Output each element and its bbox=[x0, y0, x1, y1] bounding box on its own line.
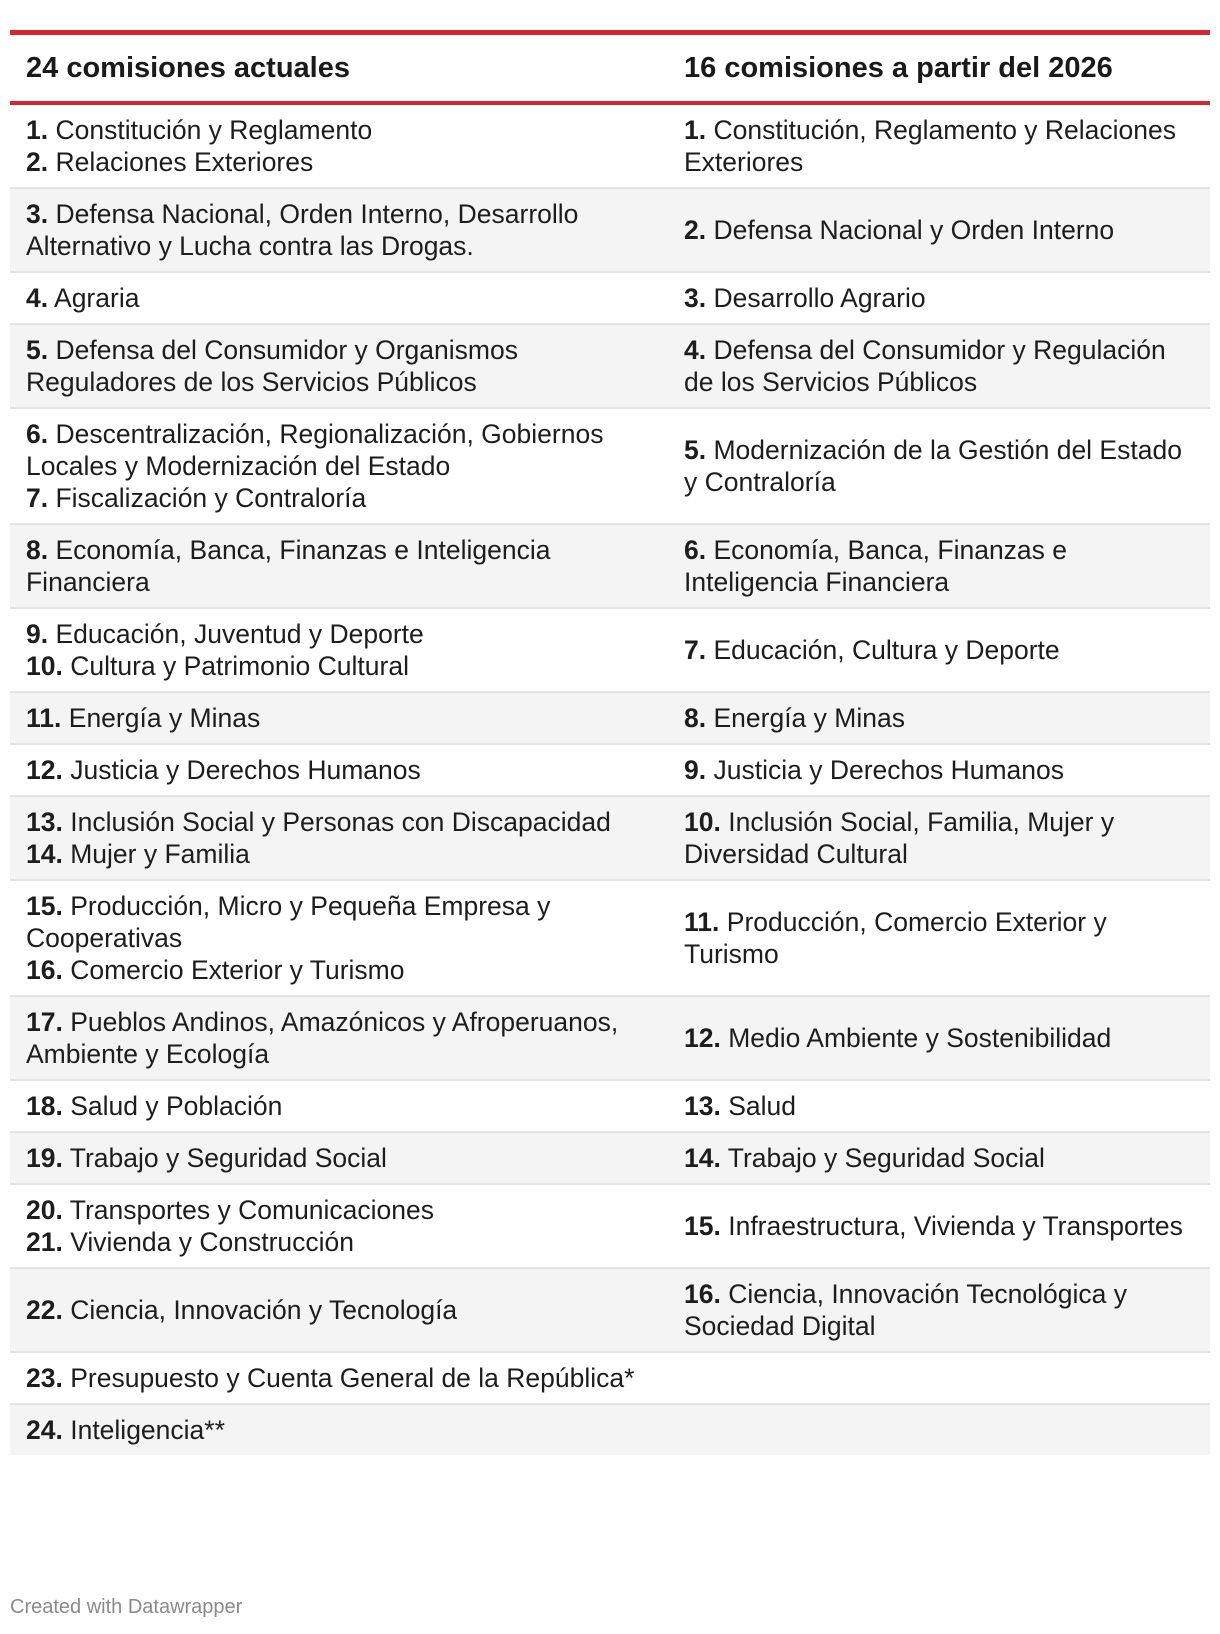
commission-name: Agraria bbox=[54, 283, 140, 313]
commission-item bbox=[26, 1294, 656, 1326]
commissions-table bbox=[10, 35, 1210, 1455]
commission-item bbox=[26, 418, 656, 482]
commission-item bbox=[26, 334, 656, 398]
commission-name: Constitución y Reglamento bbox=[55, 115, 373, 145]
commission-number: 18. bbox=[26, 1091, 63, 1121]
commission-item bbox=[26, 1226, 656, 1258]
commission-name: Ciencia, Innovación Tecnológica y Sociedad Digital bbox=[684, 1279, 1127, 1341]
current-commission-cell bbox=[10, 524, 668, 608]
commission-name: Justicia y Derechos Humanos bbox=[70, 755, 421, 785]
commission-number: 2. bbox=[684, 215, 707, 245]
commission-item bbox=[684, 282, 1198, 314]
commission-number: 6. bbox=[684, 535, 707, 565]
new-commission-cell bbox=[668, 744, 1210, 796]
commission-name: Inclusión Social y Personas con Discapacidad bbox=[70, 807, 611, 837]
table-header-row bbox=[10, 35, 1210, 103]
current-commission-cell bbox=[10, 1404, 668, 1455]
commission-name: Ciencia, Innovación y Tecnología bbox=[70, 1295, 458, 1325]
commission-item bbox=[26, 838, 656, 870]
commission-name: Inteligencia** bbox=[70, 1415, 225, 1445]
commission-item bbox=[26, 198, 656, 262]
commission-number: 3. bbox=[26, 199, 49, 229]
current-commission-cell bbox=[10, 692, 668, 744]
commission-name: Modernización de la Gestión del Estado y Contraloría bbox=[684, 435, 1182, 497]
new-commission-cell bbox=[668, 324, 1210, 408]
commission-number: 14. bbox=[26, 839, 63, 869]
commission-item bbox=[684, 702, 1198, 734]
commission-number: 22. bbox=[26, 1295, 63, 1325]
commission-item bbox=[684, 1278, 1198, 1342]
commission-item bbox=[26, 1194, 656, 1226]
table-row bbox=[10, 324, 1210, 408]
commission-name: Desarrollo Agrario bbox=[713, 283, 926, 313]
commission-item bbox=[26, 1090, 656, 1122]
commission-item bbox=[26, 534, 656, 598]
commission-number: 12. bbox=[684, 1023, 721, 1053]
table-row bbox=[10, 524, 1210, 608]
table-row bbox=[10, 408, 1210, 524]
new-commission-cell bbox=[668, 1404, 1210, 1455]
commission-name: Transportes y Comunicaciones bbox=[69, 1195, 435, 1225]
commission-number: 19. bbox=[26, 1143, 63, 1173]
new-commission-cell bbox=[668, 1080, 1210, 1132]
table-row bbox=[10, 1080, 1210, 1132]
commission-name: Educación, Cultura y Deporte bbox=[713, 635, 1060, 665]
header-new-commissions: 16 comisiones a partir del 2026 bbox=[668, 35, 1210, 103]
new-commission-cell bbox=[668, 1352, 1210, 1404]
commission-number: 9. bbox=[26, 619, 49, 649]
commission-name: Vivienda y Construcción bbox=[70, 1227, 355, 1257]
commission-item bbox=[26, 282, 656, 314]
commission-item bbox=[684, 534, 1198, 598]
commission-number: 7. bbox=[26, 483, 49, 513]
commission-item bbox=[26, 146, 656, 178]
commission-name: Mujer y Familia bbox=[70, 839, 250, 869]
current-commission-cell bbox=[10, 1352, 668, 1404]
table-row bbox=[10, 272, 1210, 324]
current-commission-cell bbox=[10, 1080, 668, 1132]
commission-number: 4. bbox=[684, 335, 707, 365]
commission-name: Inclusión Social, Familia, Mujer y Diversidad Cultural bbox=[684, 807, 1115, 869]
new-commission-cell bbox=[668, 188, 1210, 272]
commission-number: 16. bbox=[26, 955, 63, 985]
new-commission-cell bbox=[668, 103, 1210, 188]
commission-number: 2. bbox=[26, 147, 49, 177]
commission-item bbox=[26, 1006, 656, 1070]
commission-number: 17. bbox=[26, 1007, 63, 1037]
new-commission-cell bbox=[668, 880, 1210, 996]
current-commission-cell bbox=[10, 1184, 668, 1268]
table-body bbox=[10, 103, 1210, 1455]
commission-item bbox=[684, 334, 1198, 398]
current-commission-cell bbox=[10, 324, 668, 408]
table-row bbox=[10, 103, 1210, 188]
commission-item bbox=[684, 806, 1198, 870]
commission-name: Relaciones Exteriores bbox=[55, 147, 314, 177]
commission-number: 24. bbox=[26, 1415, 63, 1445]
commission-name: Trabajo y Seguridad Social bbox=[727, 1143, 1045, 1173]
commission-item bbox=[26, 754, 656, 786]
commission-name: Energía y Minas bbox=[713, 703, 905, 733]
current-commission-cell bbox=[10, 996, 668, 1080]
commission-item bbox=[684, 214, 1198, 246]
commission-number: 4. bbox=[26, 283, 49, 313]
commission-item bbox=[684, 1210, 1198, 1242]
current-commission-cell bbox=[10, 744, 668, 796]
new-commission-cell bbox=[668, 996, 1210, 1080]
table-row bbox=[10, 744, 1210, 796]
commission-item bbox=[26, 618, 656, 650]
current-commission-cell bbox=[10, 188, 668, 272]
commission-name: Trabajo y Seguridad Social bbox=[69, 1143, 387, 1173]
table-row bbox=[10, 188, 1210, 272]
current-commission-cell bbox=[10, 796, 668, 880]
commission-number: 1. bbox=[26, 115, 49, 145]
commission-number: 5. bbox=[684, 435, 707, 465]
current-commission-cell bbox=[10, 608, 668, 692]
commission-name: Defensa del Consumidor y Regulación de los Servicios Públicos bbox=[684, 335, 1166, 397]
commission-number: 10. bbox=[26, 651, 63, 681]
current-commission-cell bbox=[10, 1132, 668, 1184]
commission-name: Descentralización, Regionalización, Gobiernos Locales y Modernización del Estado bbox=[26, 419, 604, 481]
commission-item bbox=[26, 1414, 656, 1446]
commission-number: 14. bbox=[684, 1143, 721, 1173]
commission-item bbox=[684, 1022, 1198, 1054]
commission-name: Medio Ambiente y Sostenibilidad bbox=[728, 1023, 1112, 1053]
current-commission-cell bbox=[10, 272, 668, 324]
commission-name: Economía, Banca, Finanzas e Inteligencia Financiera bbox=[684, 535, 1068, 597]
commission-number: 9. bbox=[684, 755, 707, 785]
commission-number: 5. bbox=[26, 335, 49, 365]
new-commission-cell bbox=[668, 272, 1210, 324]
commission-number: 13. bbox=[684, 1091, 721, 1121]
commission-item bbox=[684, 1090, 1198, 1122]
commission-item bbox=[26, 1362, 656, 1394]
commission-item bbox=[26, 954, 656, 986]
table-row bbox=[10, 1132, 1210, 1184]
current-commission-cell bbox=[10, 408, 668, 524]
commission-item bbox=[26, 806, 656, 838]
commission-number: 20. bbox=[26, 1195, 63, 1225]
datawrapper-credit[interactable]: Created with Datawrapper bbox=[10, 1596, 243, 1618]
commission-item bbox=[684, 434, 1198, 498]
table-row bbox=[10, 1352, 1210, 1404]
commission-number: 7. bbox=[684, 635, 707, 665]
table-row bbox=[10, 1404, 1210, 1455]
table-row bbox=[10, 1184, 1210, 1268]
new-commission-cell bbox=[668, 408, 1210, 524]
new-commission-cell bbox=[668, 1132, 1210, 1184]
commission-item bbox=[26, 482, 656, 514]
commission-item bbox=[684, 754, 1198, 786]
table-row bbox=[10, 880, 1210, 996]
commission-number: 12. bbox=[26, 755, 63, 785]
commission-name: Cultura y Patrimonio Cultural bbox=[70, 651, 409, 681]
commission-item bbox=[26, 114, 656, 146]
table-row bbox=[10, 796, 1210, 880]
current-commission-cell bbox=[10, 880, 668, 996]
commission-item bbox=[26, 890, 656, 954]
commission-number: 6. bbox=[26, 419, 49, 449]
comparison-table-container bbox=[10, 30, 1210, 1455]
table-row bbox=[10, 692, 1210, 744]
commission-name: Pueblos Andinos, Amazónicos y Afroperuanos, Ambiente y Ecología bbox=[26, 1007, 619, 1069]
new-commission-cell bbox=[668, 608, 1210, 692]
commission-name: Presupuesto y Cuenta General de la República* bbox=[70, 1363, 635, 1393]
commission-number: 8. bbox=[684, 703, 707, 733]
commission-name: Salud bbox=[728, 1091, 796, 1121]
commission-name: Educación, Juventud y Deporte bbox=[55, 619, 424, 649]
commission-name: Comercio Exterior y Turismo bbox=[70, 955, 405, 985]
table-row bbox=[10, 1268, 1210, 1352]
commission-number: 1. bbox=[684, 115, 707, 145]
commission-number: 23. bbox=[26, 1363, 63, 1393]
commission-item bbox=[684, 634, 1198, 666]
commission-name: Producción, Comercio Exterior y Turismo bbox=[684, 907, 1107, 969]
commission-name: Defensa Nacional y Orden Interno bbox=[713, 215, 1115, 245]
commission-item bbox=[26, 650, 656, 682]
commission-number: 11. bbox=[684, 907, 720, 937]
commission-name: Infraestructura, Vivienda y Transportes bbox=[728, 1211, 1183, 1241]
commission-name: Salud y Población bbox=[70, 1091, 283, 1121]
commission-name: Energía y Minas bbox=[68, 703, 261, 733]
commission-name: Fiscalización y Contraloría bbox=[55, 483, 367, 513]
new-commission-cell bbox=[668, 796, 1210, 880]
new-commission-cell bbox=[668, 524, 1210, 608]
commission-name: Constitución, Reglamento y Relaciones Exteriores bbox=[684, 115, 1177, 177]
table-row bbox=[10, 996, 1210, 1080]
table-row bbox=[10, 608, 1210, 692]
header-current-commissions: 24 comisiones actuales bbox=[10, 35, 668, 103]
commission-name: Producción, Micro y Pequeña Empresa y Cooperativas bbox=[26, 891, 551, 953]
new-commission-cell bbox=[668, 1268, 1210, 1352]
commission-name: Defensa Nacional, Orden Interno, Desarrollo Alternativo y Lucha contra las Drogas. bbox=[26, 199, 579, 261]
commission-number: 16. bbox=[684, 1279, 721, 1309]
commission-number: 11. bbox=[26, 703, 62, 733]
commission-number: 10. bbox=[684, 807, 721, 837]
commission-item bbox=[684, 906, 1198, 970]
commission-number: 8. bbox=[26, 535, 49, 565]
commission-name: Economía, Banca, Finanzas e Inteligencia Financiera bbox=[26, 535, 551, 597]
commission-item bbox=[26, 1142, 656, 1174]
commission-number: 3. bbox=[684, 283, 707, 313]
commission-number: 21. bbox=[26, 1227, 63, 1257]
current-commission-cell bbox=[10, 103, 668, 188]
commission-number: 13. bbox=[26, 807, 63, 837]
commission-item bbox=[684, 1142, 1198, 1174]
commission-item bbox=[26, 702, 656, 734]
commission-number: 15. bbox=[684, 1211, 721, 1241]
commission-name: Defensa del Consumidor y Organismos Reguladores de los Servicios Públicos bbox=[26, 335, 518, 397]
new-commission-cell bbox=[668, 692, 1210, 744]
new-commission-cell bbox=[668, 1184, 1210, 1268]
commission-name: Justicia y Derechos Humanos bbox=[713, 755, 1065, 785]
current-commission-cell bbox=[10, 1268, 668, 1352]
commission-number: 15. bbox=[26, 891, 63, 921]
commission-item bbox=[684, 114, 1198, 178]
